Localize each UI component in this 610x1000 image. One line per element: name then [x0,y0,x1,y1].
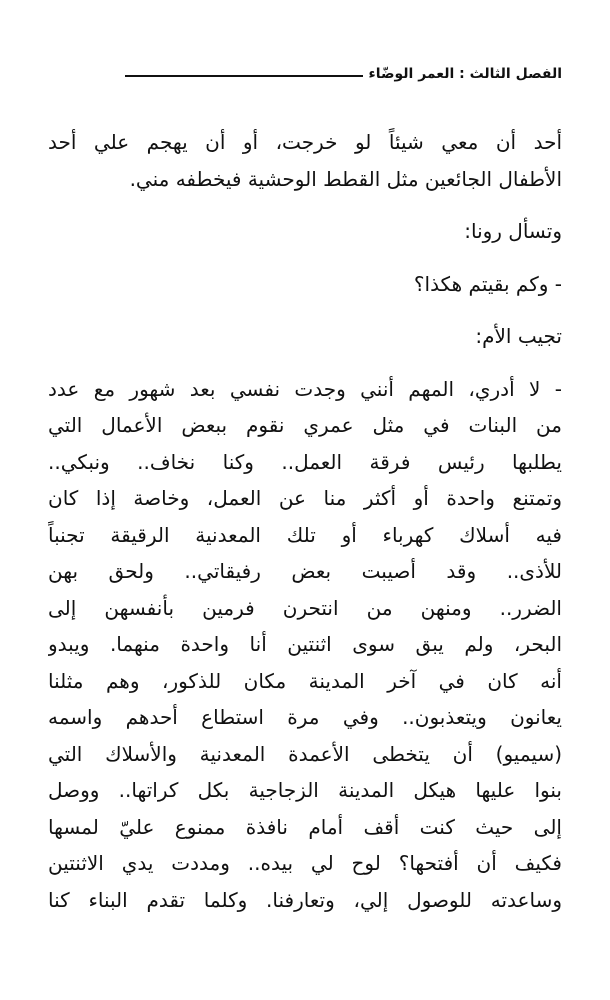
text-line: أنه كان في آخر المدينة مكان للذكور، وهم مثلنا [48,668,562,693]
text-line: الضرر.. ومنهن من انتحرن فرمين بأنفسهن إلى [48,595,562,620]
paragraph [48,266,562,303]
paragraph [48,371,562,919]
body-text [48,124,562,918]
text-line: للأذى.. وقد أصيبت بعض رفيقاتي.. ولحق بهن [48,559,562,583]
text-line: البحر، ولم يبق سوى اثنتين أنا واحدة منهما. ويبدو [48,632,562,656]
text-line: يطلبها رئيس فرقة العمل.. وكنا نخاف.. ونبكي.. [48,449,562,474]
paragraph [48,318,562,355]
text-line: يعانون ويتعذبون.. وفي مرة استطاع أحدهم واسمه [48,705,562,729]
text-line: - لا أدري، المهم أنني وجدت نفسي بعد شهور مع عدد [48,376,562,401]
text-line: فيه أسلاك كهرباء أو تلك المعدنية الرقيقة تجنباً [48,522,562,547]
text-line: - وكم بقيتم هكذا؟ [413,271,562,296]
paragraph [48,124,562,197]
text-line: الأطفال الجائعين مثل القطط الوحشية فيخطفه مني. [129,166,562,191]
text-line: بنوا عليها هيكل المدينة الزجاجية بكل كراتها.. ووصل [48,778,562,802]
text-line: وتمتنع واحدة أو أكثر منا عن العمل، وخاصة إذا كان [48,486,562,510]
text-line: إلى حيث كنت أقف أمام نافذة ممنوع عليّ لمسها [48,814,562,839]
header-rule [125,75,363,77]
text-line: من البنات في مثل عمري نقوم ببعض الأعمال التي [48,413,562,437]
text-line: وتسأل رونا: [464,219,562,243]
running-header [125,62,562,86]
text-line: فكيف أن أفتحها؟ لوح لي بيده.. ومددت يدي الاثنتين [48,851,562,875]
chapter-title: الفصل الثالث : العمر الوضّاء [368,66,562,82]
paragraph [48,213,562,250]
text-line: أحد أن معي شيئاً لو خرجت، أو أن يهجم علي أحد [48,130,562,154]
text-line: وساعدته للوصول إلي، وتعارفنا. وكلما تقدم البناء كنا [48,887,562,912]
text-line: (سيميو) أن يتخطى الأعمدة المعدنية والأسلاك التي [48,741,562,766]
text-line: تجيب الأم: [475,324,562,348]
